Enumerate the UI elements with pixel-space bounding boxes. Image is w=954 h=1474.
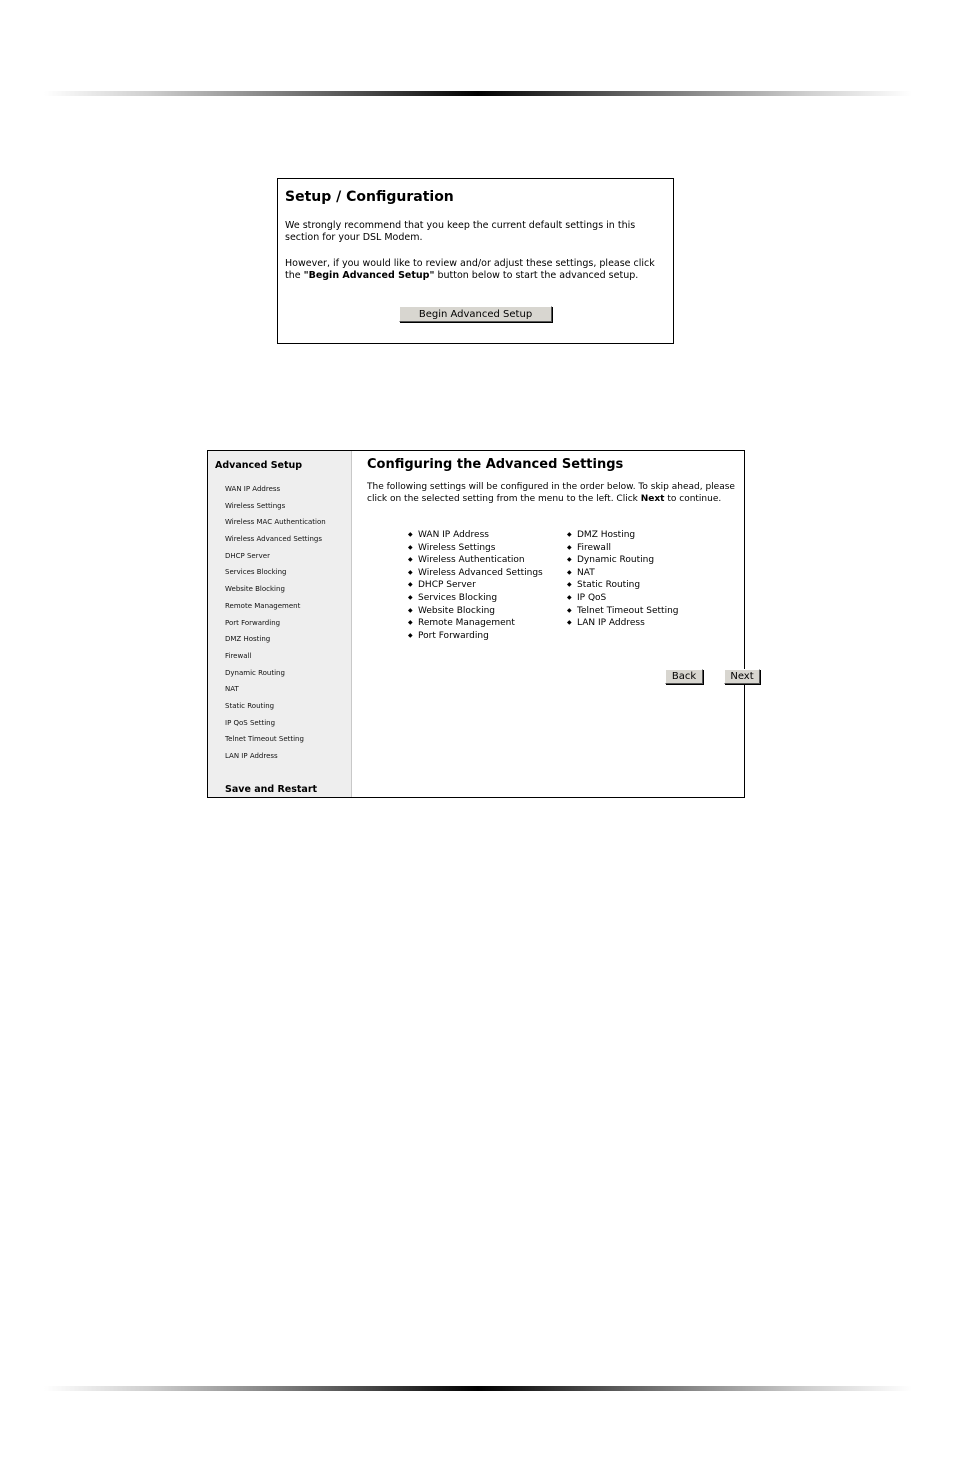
sidebar-item-remote-management[interactable]: Remote Management xyxy=(225,601,301,610)
list-item: ◆ Wireless Settings xyxy=(408,542,543,555)
back-button[interactable]: Back xyxy=(665,669,703,684)
advanced-settings-description: The following settings will be configured in the order below. To skip ahead, please click on the selected setting from the menu to the left. Click Next to continue. xyxy=(367,482,735,504)
sidebar-item-services-blocking[interactable]: Services Blocking xyxy=(225,568,287,577)
advanced-setup-sidebar xyxy=(208,451,352,797)
sidebar-item-lan-ip-address[interactable]: LAN IP Address xyxy=(225,752,278,760)
list-item: ◆ Static Routing xyxy=(567,579,679,592)
list-item: ◆ DMZ Hosting xyxy=(567,529,679,542)
bottom-rule xyxy=(44,1386,912,1391)
list-item: ◆ IP QoS xyxy=(567,592,679,605)
setup-title: Setup / Configuration xyxy=(285,189,454,205)
setup-recommendation-text: We strongly recommend that you keep the current default settings in this section for your DSL Modem. xyxy=(285,220,636,243)
sidebar-title: Advanced Setup xyxy=(215,460,303,471)
list-item: ◆ Firewall xyxy=(567,542,679,555)
sidebar-item-wan-ip-address[interactable]: WAN IP Address xyxy=(225,485,281,493)
sidebar-item-dmz-hosting[interactable]: DMZ Hosting xyxy=(225,635,271,644)
begin-advanced-setup-button[interactable]: Begin Advanced Setup xyxy=(399,306,552,322)
top-rule xyxy=(44,91,912,96)
list-item: ◆ Wireless Authentication xyxy=(408,554,543,567)
setup-configuration-panel xyxy=(277,178,674,344)
list-item: ◆ Remote Management xyxy=(408,617,543,630)
sidebar-item-nat[interactable]: NAT xyxy=(225,685,239,694)
sidebar-item-website-blocking[interactable]: Website Blocking xyxy=(225,585,285,594)
list-item: ◆ NAT xyxy=(567,567,679,580)
sidebar-save-and-restart[interactable]: Save and Restart xyxy=(225,784,318,795)
list-item: ◆ Website Blocking xyxy=(408,605,543,618)
settings-list-left xyxy=(408,529,543,642)
sidebar-menu xyxy=(225,483,326,767)
list-item: ◆ Services Blocking xyxy=(408,592,543,605)
sidebar-item-wireless-settings[interactable]: Wireless Settings xyxy=(225,501,286,510)
settings-list-right xyxy=(567,529,679,630)
list-item: ◆ DHCP Server xyxy=(408,579,543,592)
list-item: ◆ LAN IP Address xyxy=(567,617,679,630)
list-item: ◆ Telnet Timeout Setting xyxy=(567,605,679,618)
sidebar-item-telnet-timeout-setting[interactable]: Telnet Timeout Setting xyxy=(225,735,304,744)
sidebar-item-ip-qos-setting[interactable]: IP QoS Setting xyxy=(225,718,276,727)
sidebar-item-firewall[interactable]: Firewall xyxy=(225,651,252,660)
list-item: ◆ Dynamic Routing xyxy=(567,554,679,567)
sidebar-item-dhcp-server[interactable]: DHCP Server xyxy=(225,551,270,560)
sidebar-item-wireless-advanced-settings[interactable]: Wireless Advanced Settings xyxy=(225,535,323,544)
sidebar-item-port-forwarding[interactable]: Port Forwarding xyxy=(225,618,281,627)
sidebar-item-wireless-mac-authentication[interactable]: Wireless MAC Authentication xyxy=(225,518,326,527)
sidebar-item-dynamic-routing[interactable]: Dynamic Routing xyxy=(225,668,285,677)
list-item: ◆ WAN IP Address xyxy=(408,529,543,542)
advanced-settings-panel xyxy=(207,450,754,798)
page-title: Configuring the Advanced Settings xyxy=(367,457,624,472)
sidebar-item-static-routing[interactable]: Static Routing xyxy=(225,701,275,710)
setup-instructions-text: However, if you would like to review and/or adjust these settings, please click the "Begin Advanced Setup" button below to start the advanced setup. xyxy=(285,258,655,281)
list-item: ◆ Wireless Advanced Settings xyxy=(408,567,543,580)
next-button[interactable]: Next xyxy=(724,669,760,684)
list-item: ◆ Port Forwarding xyxy=(408,630,543,643)
